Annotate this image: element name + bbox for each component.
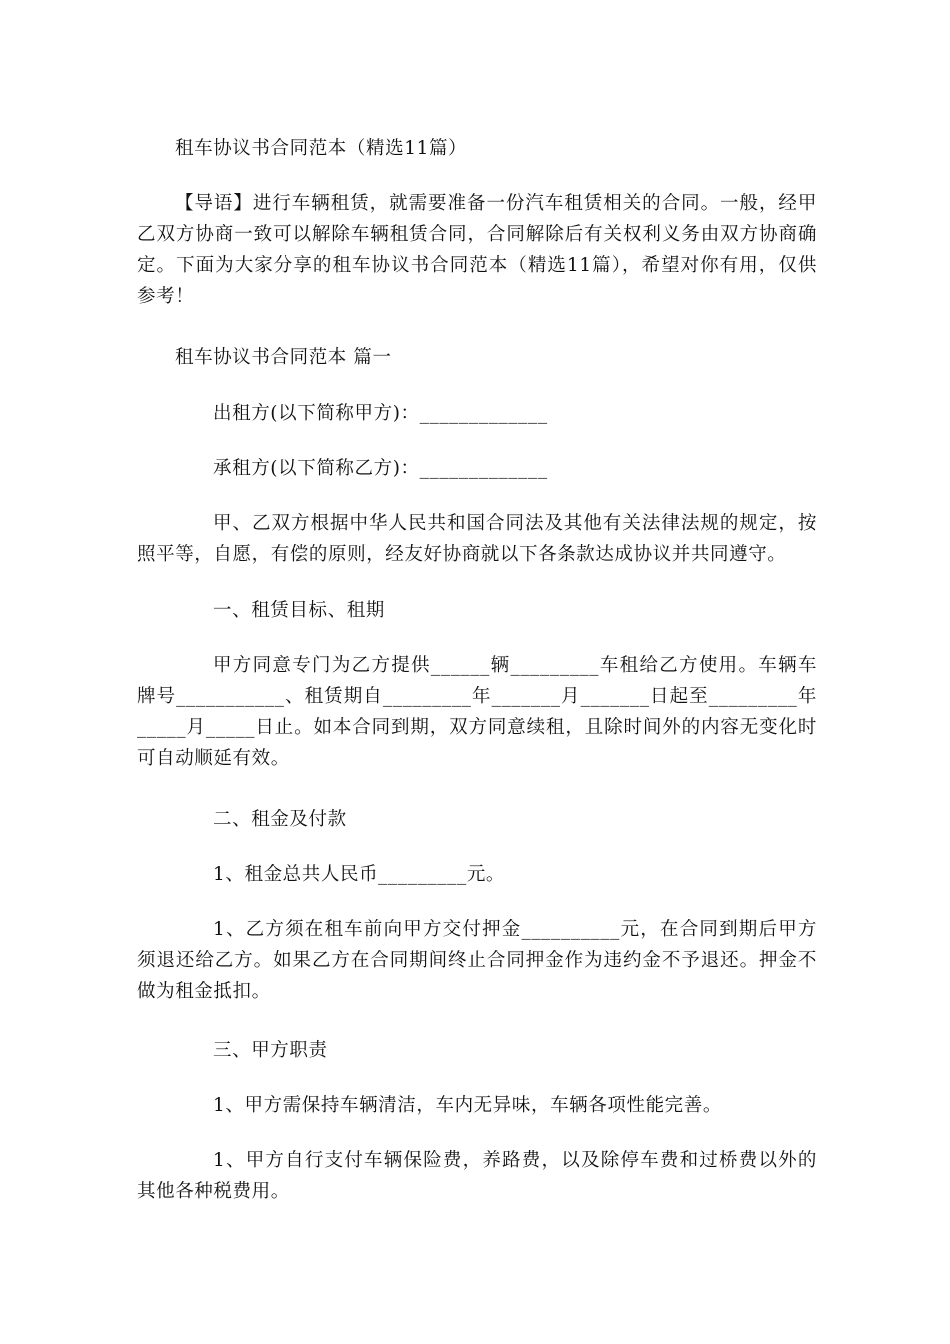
document-title: 租车协议书合同范本（精选11篇） — [175, 138, 468, 159]
lessee-line: 承租方(以下简称乙方)：_____________ — [213, 458, 548, 479]
insurance-paragraph: 1、甲方自行支付车辆保险费，养路费，以及除停车费和过桥费以外的其他各种税费用。 — [137, 1150, 817, 1202]
vehicle-paragraph: 甲方同意专门为乙方提供______辆_________车租给乙方使用。车辆车牌号___________、租赁期自_________年_______月_______日起至_________年_____月_____日止。如本合同到期，双方同意续租，且除时间外的内容无变化时可自动顺延有效。 — [137, 655, 817, 769]
basis-paragraph: 甲、乙双方根据中华人民共和国合同法及其他有关法律法规的规定，按照平等，自愿，有偿的原则，经友好协商就以下各条款达成协议并共同遵守。 — [137, 513, 817, 565]
lessor-line: 出租方(以下简称甲方)：_____________ — [213, 403, 548, 424]
section-title: 租车协议书合同范本 篇一 — [175, 347, 392, 368]
rent-paragraph: 1、租金总共人民币_________元。 — [213, 864, 506, 885]
deposit-paragraph: 1、乙方须在租车前向甲方交付押金__________元，在合同到期后甲方须退还给乙方。如果乙方在合同期间终止合同押金作为违约金不予退还。押金不做为租金抵扣。 — [137, 919, 817, 1002]
heading-lessor-duties: 三、甲方职责 — [213, 1040, 328, 1061]
intro-paragraph: 【导语】进行车辆租赁，就需要准备一份汽车租赁相关的合同。一般，经甲乙双方协商一致可以解除车辆租赁合同，合同解除后有关权利义务由双方协商确定。下面为大家分享的租车协议书合同范本（精选11篇），希望对你有用，仅供参考！ — [137, 193, 817, 307]
heading-lease-term: 一、租赁目标、租期 — [213, 600, 385, 621]
clean-paragraph: 1、甲方需保持车辆清洁，车内无异味，车辆各项性能完善。 — [213, 1095, 722, 1116]
heading-rent-payment: 二、租金及付款 — [213, 809, 347, 830]
